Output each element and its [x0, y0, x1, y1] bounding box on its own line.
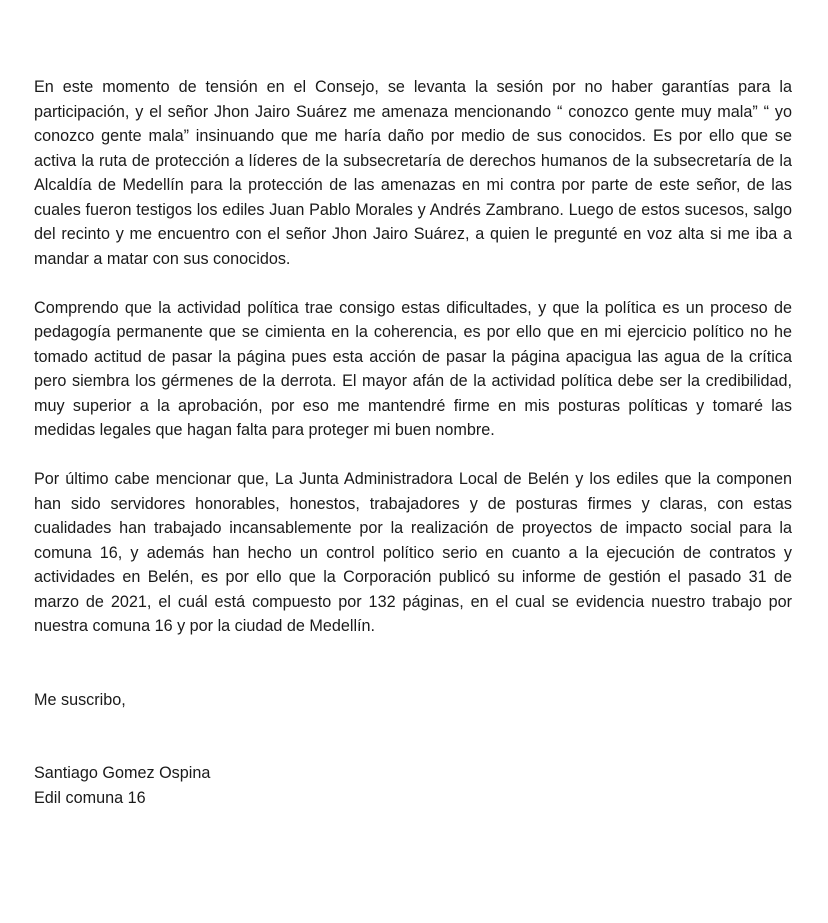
paragraph-threat-incident: En este momento de tensión en el Consejo, se levanta la sesión por no haber garantías para la participación, y el señor Jhon Jairo Suárez me amenaza mencionando “ conozco gente muy mala” “ yo conozco gente mala” insinuando que me haría daño por medio de sus conocidos. Es por ello que se activa la ruta de protección a líderes de la subsecretaría de derechos humanos de la subsecretaría de la Alcaldía de Medellín para la protección de las amenazas en mi contra por parte de este señor, de las cuales fueron testigos los ediles Juan Pablo Morales y Andrés Zambrano. Luego de estos sucesos, salgo del recinto y me encuentro con el señor Jhon Jairo Suárez, a quien le pregunté en voz alta si me iba a mandar a matar con sus conocidos.: [34, 78, 792, 268]
closing-salutation: Me suscribo,: [34, 690, 126, 709]
paragraph-political-stance: Comprendo que la actividad política trae consigo estas dificultades, y que la política es un proceso de pedagogía permanente que se cimienta en la coherencia, es por ello que en mi ejercicio político no he tomado actitud de pasar la página pues esta acción de pasar la página apacigua las agua de la crítica pero siembra los gérmenes de la derrota. El mayor afán de la actividad política debe ser la credibilidad, muy superior a la aprobación, por eso me mantendré firme en mis posturas políticas y tomaré las medidas legales que hagan falta para proteger mi buen nombre.: [34, 298, 792, 439]
letter-body: [34, 75, 792, 810]
signature-block: [34, 761, 792, 810]
signature-name: Santiago Gomez Ospina: [34, 764, 211, 782]
paragraph-junta-administradora: Por último cabe mencionar que, La Junta Administradora Local de Belén y los ediles que la componen han sido servidores honorables, honestos, trabajadores y de posturas firmes y claras, con estas cualidades han trabajado incansablemente por la realización de proyectos de impacto social para la comuna 16, y además han hecho un control político serio en cuanto a la ejecución de contratos y actividades en Belén, es por ello que la Corporación publicó su informe de gestión el pasado 31 de marzo de 2021, el cuál está compuesto por 132 páginas, en el cual se evidencia nuestro trabajo por nuestra comuna 16 y por la ciudad de Medellín.: [34, 470, 792, 635]
signature-title: Edil comuna 16: [34, 788, 146, 807]
